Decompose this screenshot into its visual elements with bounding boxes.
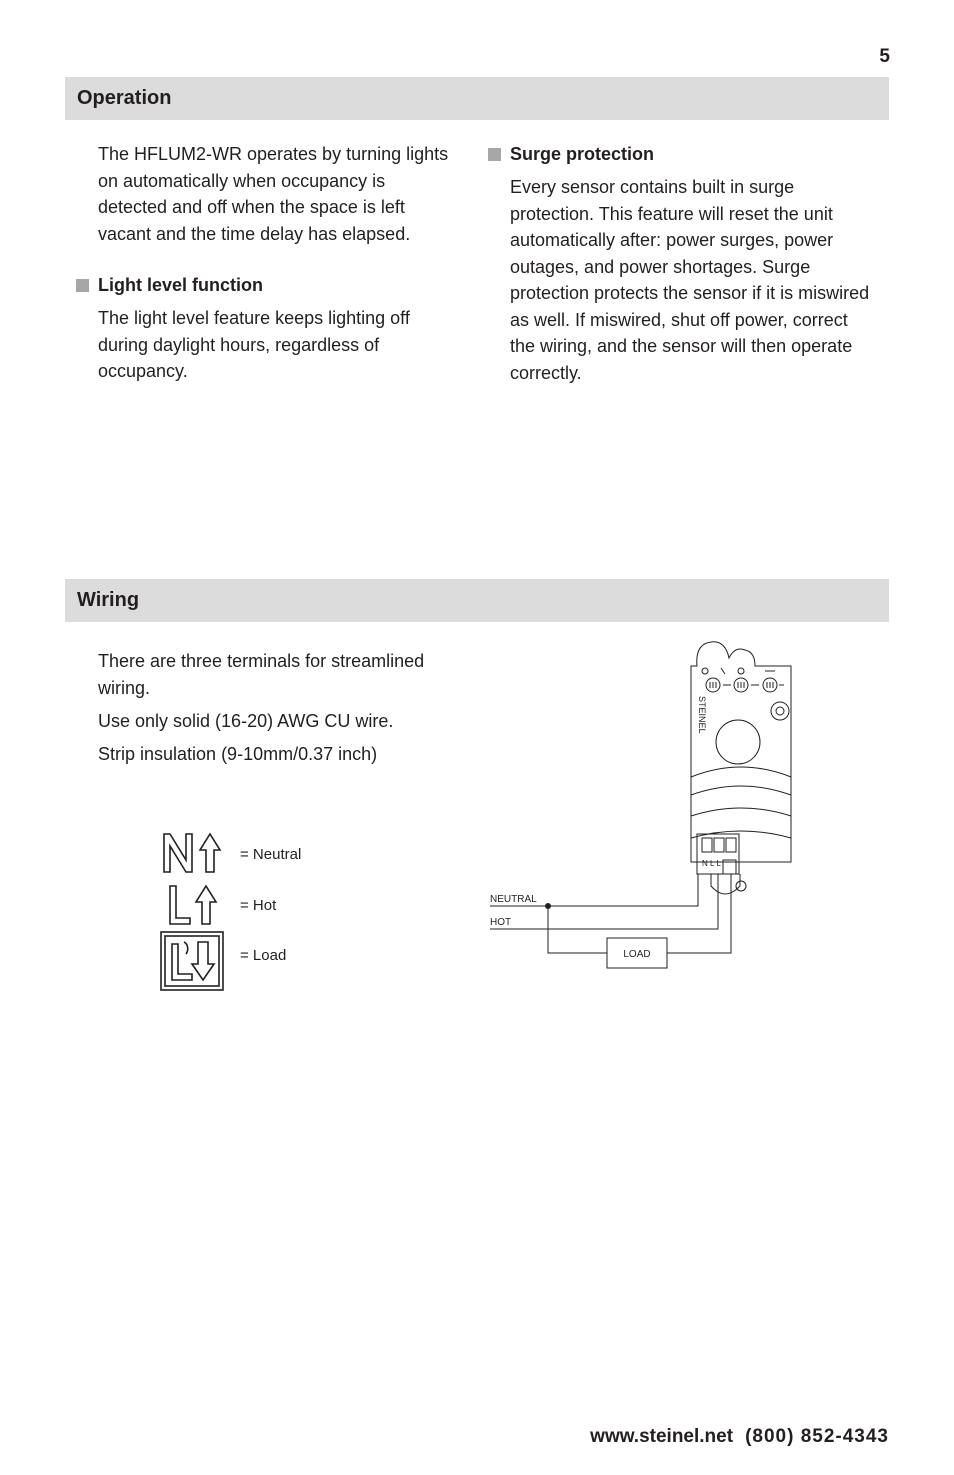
legend-hot-label: = Hot: [240, 897, 277, 914]
wiring-diagram: [485, 640, 805, 975]
hot-terminal-icon: [170, 886, 216, 924]
footer: [590, 1426, 889, 1448]
neutral-terminal-icon: [164, 834, 220, 872]
footer-phone: (800) 852-4343: [745, 1426, 889, 1447]
light-level-text: The light level feature keeps lighting off during daylight hours, regardless of occupancy.: [98, 308, 410, 381]
brand-label: STEINEL: [697, 696, 707, 734]
operation-title: Operation: [77, 87, 172, 109]
neutral-junction: [545, 903, 551, 909]
terminal-labels: N L L: [702, 859, 721, 868]
surge-text: Every sensor contains built in surge protection. This feature will reset the unit automatically after: power surges, power outages, and power shortages. Surge protection protects the sensor if it is miswired as well. If miswired, shut off power, correct the wiring, and the sensor will then operate correctly.: [510, 177, 870, 383]
surge-title: Surge protection: [510, 144, 655, 164]
wiring-title: Wiring: [77, 589, 140, 611]
wiring-paragraph-3: Strip insulation (9-10mm/0.37 inch): [98, 744, 378, 764]
hot-wire-label: HOT: [490, 917, 512, 928]
footer-website: www.steinel.net: [590, 1426, 734, 1447]
wiring-paragraph-1: There are three terminals for streamlined wiring.: [98, 651, 425, 698]
legend-neutral-label: = Neutral: [240, 846, 302, 863]
page-number: 5: [879, 46, 890, 67]
light-level-bullet-icon: [76, 279, 89, 292]
operation-intro: The HFLUM2-WR operates by turning lights on automatically when occupancy is detected and off when the space is left vacant and the time delay has elapsed.: [98, 144, 449, 244]
wiring-paragraph-2: Use only solid (16-20) AWG CU wire.: [98, 711, 394, 731]
load-wire: [548, 874, 731, 953]
operation-header: [65, 77, 889, 120]
wiring-header: [65, 579, 889, 622]
legend-load-label: = Load: [240, 947, 287, 964]
load-box-label: LOAD: [623, 949, 651, 960]
load-terminal-icon: [161, 932, 223, 990]
terminal-legend-icons: [158, 828, 230, 994]
surge-bullet-icon: [488, 148, 501, 161]
neutral-wire-label: NEUTRAL: [490, 894, 537, 905]
sensor-body: [691, 642, 791, 862]
light-level-title: Light level function: [98, 275, 263, 295]
